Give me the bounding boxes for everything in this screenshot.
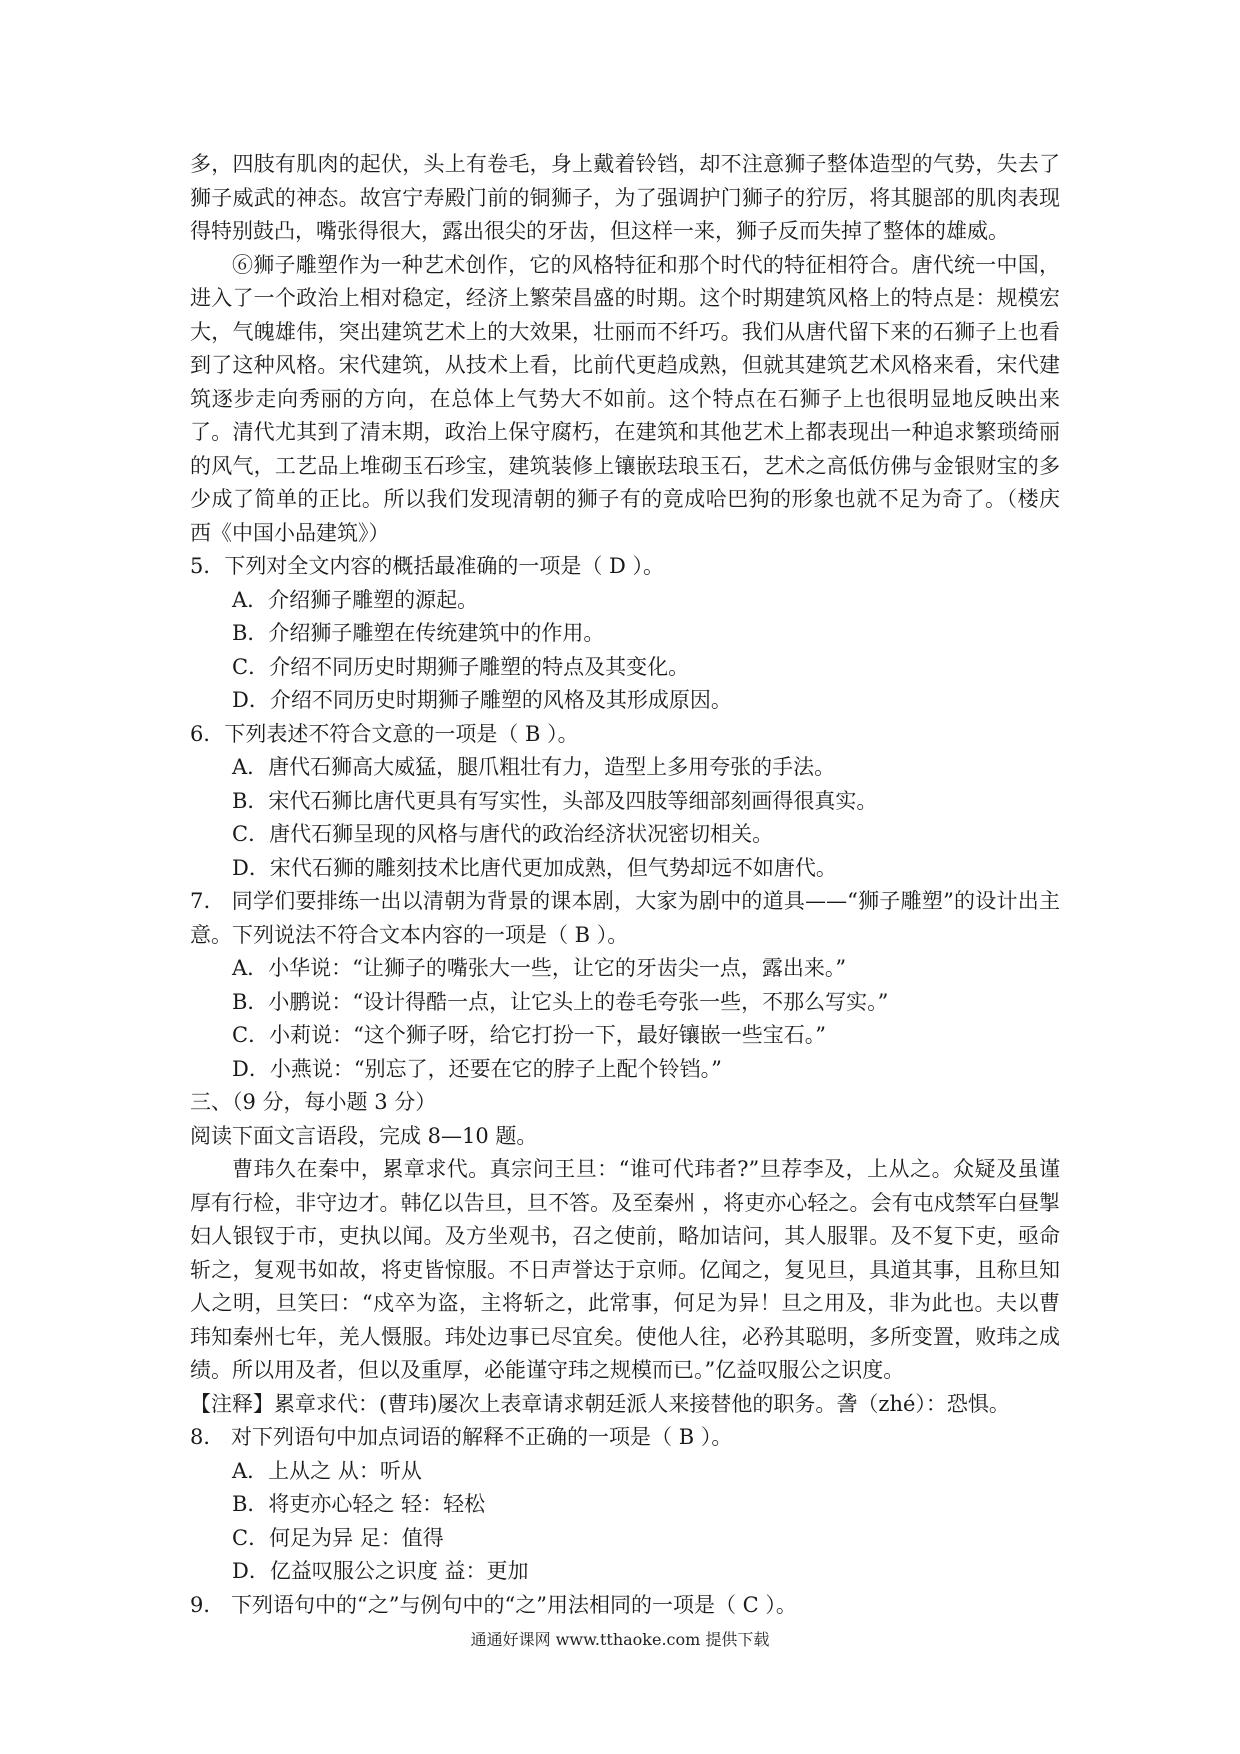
answer-option: C．何足为异 足：值得	[232, 1525, 444, 1550]
answer-option: C．唐代石狮呈现的风格与唐代的政治经济状况密切相关。	[232, 822, 774, 846]
question-8	[190, 1421, 1060, 1589]
passage-paragraph-6: ⑥狮子雕塑作为一种艺术创作，它的风格特征和那个时代的特征相符合。唐代统一中国，进入了一个政治上相对稳定，经济上繁荣昌盛的时期。这个时期建筑风格上的特点是：规模宏大，气魄雄伟，突出建筑艺术上的大效果，壮丽而不纤巧。我们从唐代留下来的石狮子上也看到了这种风格。宋代建筑，从技术上看，比前代更趋成熟，但就其建筑艺术风格来看，宋代建筑逐步走向秀丽的方向，在总体上气势大不如前。这个特点在石狮子上也很明显地反映出来了。清代尤其到了清末期，政治上保守腐朽，在建筑和其他艺术上都表现出一种追求繁琐绮丽的风气，工艺品上堆砌玉石珍宝，建筑装修上镶嵌珐琅玉石，艺术之高低仿佛与金银财宝的多少成了简单的正比。所以我们发现清朝的狮子有的竟成哈巴狗的形象也就不足为奇了。（楼庆西《中国小品建筑》）	[190, 252, 1060, 545]
question-stem: 8． 对下列语句中加点词语的解释不正确的一项是（ B ）。	[190, 1425, 733, 1449]
question-stem: 9． 下列语句中的“之”与例句中的“之”用法相同的一项是（ C ）。	[190, 1592, 797, 1617]
question-9	[190, 1589, 1060, 1623]
answer-option: C．介绍不同历史时期狮子雕塑的特点及其变化。	[232, 654, 690, 679]
question-stem: 6．下列表述不符合文意的一项是（ B ）。	[190, 721, 579, 746]
answer-option: A．介绍狮子雕塑的源起。	[232, 587, 479, 612]
answer-option: C．小莉说：“这个狮子呀，给它打扮一下，最好镶嵌一些宝石。”	[232, 1023, 827, 1047]
exam-page	[190, 148, 1060, 1622]
section-3	[190, 1086, 1060, 1421]
question-6	[190, 718, 1060, 886]
answer-option: D．小燕说：“别忘了，还要在它的脖子上配个铃铛。”	[232, 1056, 722, 1081]
answer-option: B．将吏亦心轻之 轻：轻松	[232, 1492, 486, 1516]
passage-paragraph-5-tail: 多，四肢有肌肉的起伏，头上有卷毛，身上戴着铃铛，却不注意狮子整体造型的气势，失去了狮子威武的神态。故宫宁寿殿门前的铜狮子，为了强调护门狮子的狞厉，将其腿部的肌肉表现得特别鼓凸，嘴张得很大，露出很尖的牙齿，但这样一来，狮子反而失掉了整体的雄威。	[190, 152, 1060, 243]
classical-chinese-text: 曹玮久在秦中，累章求代。真宗问王旦：“谁可代玮者?”旦荐李及，上从之。众疑及虽谨厚有行检，非守边才。韩亿以告旦，旦不答。及至秦州 ，将吏亦心轻之。会有屯戍禁军白昼掣妇人银钗于市，吏执以闻。及方坐观书，召之使前，略加诘问，其人服罪。及不复下吏，亟命斩之，复观书如故，将吏皆惊服。不日声誉达于京师。亿闻之，复见旦，具道其事，且称旦知人之明，旦笑曰：“戍卒为盗，主将斩之，此常事，何足为异！旦之用及，非为此也。夫以曹玮知秦州七年，羌人慑服。玮处边事已尽宜矣。使他人往，必矜其聪明，多所变置，败玮之成绩。所以用及者，但以及重厚，必能谨守玮之规模而已。”亿益叹服公之识度。	[190, 1157, 1060, 1382]
answer-option: A．唐代石狮高大威猛，腿爪粗壮有力，造型上多用夸张的手法。	[232, 755, 836, 779]
answer-option: B．小鹏说：“设计得酷一点，让它头上的卷毛夸张一些，不那么写实。”	[232, 989, 889, 1014]
question-7	[190, 885, 1060, 1086]
section-instruction: 阅读下面文言语段，完成 8—10 题。	[190, 1123, 538, 1148]
question-stem: 5．下列对全文内容的概括最准确的一项是（ D ）。	[190, 554, 665, 578]
answer-option: B．宋代石狮比唐代更具有写实性，头部及四肢等细部刻画得很真实。	[232, 788, 878, 813]
answer-option: B．介绍狮子雕塑在传统建筑中的作用。	[232, 621, 605, 645]
section-heading: 三、（9 分，每小题 3 分）	[190, 1090, 437, 1114]
answer-option: D．介绍不同历史时期狮子雕塑的风格及其形成原因。	[232, 688, 732, 712]
answer-option: D．亿益叹服公之识度 益：更加	[232, 1559, 529, 1583]
annotation-note: 【注释】累章求代：(曹玮)屡次上表章请求朝廷派人来接替他的职务。詟（zhé）：恐惧。	[190, 1391, 1010, 1416]
answer-option: A．上从之 从：听从	[232, 1458, 422, 1483]
answer-option: A．小华说：“让狮子的嘴张大一些，让它的牙齿尖一点，露出来。”	[232, 956, 847, 980]
question-5	[190, 550, 1060, 718]
question-stem: 7． 同学们要排练一出以清朝为背景的课本剧，大家为剧中的道具——“狮子雕塑”的设计出主意。下列说法不符合文本内容的一项是（ B ）。	[190, 889, 1060, 947]
page-footer: 通通好课网 www.tthaoke.com 提供下载	[470, 1630, 770, 1649]
answer-option: D．宋代石狮的雕刻技术比唐代更加成熟，但气势却远不如唐代。	[232, 855, 837, 880]
